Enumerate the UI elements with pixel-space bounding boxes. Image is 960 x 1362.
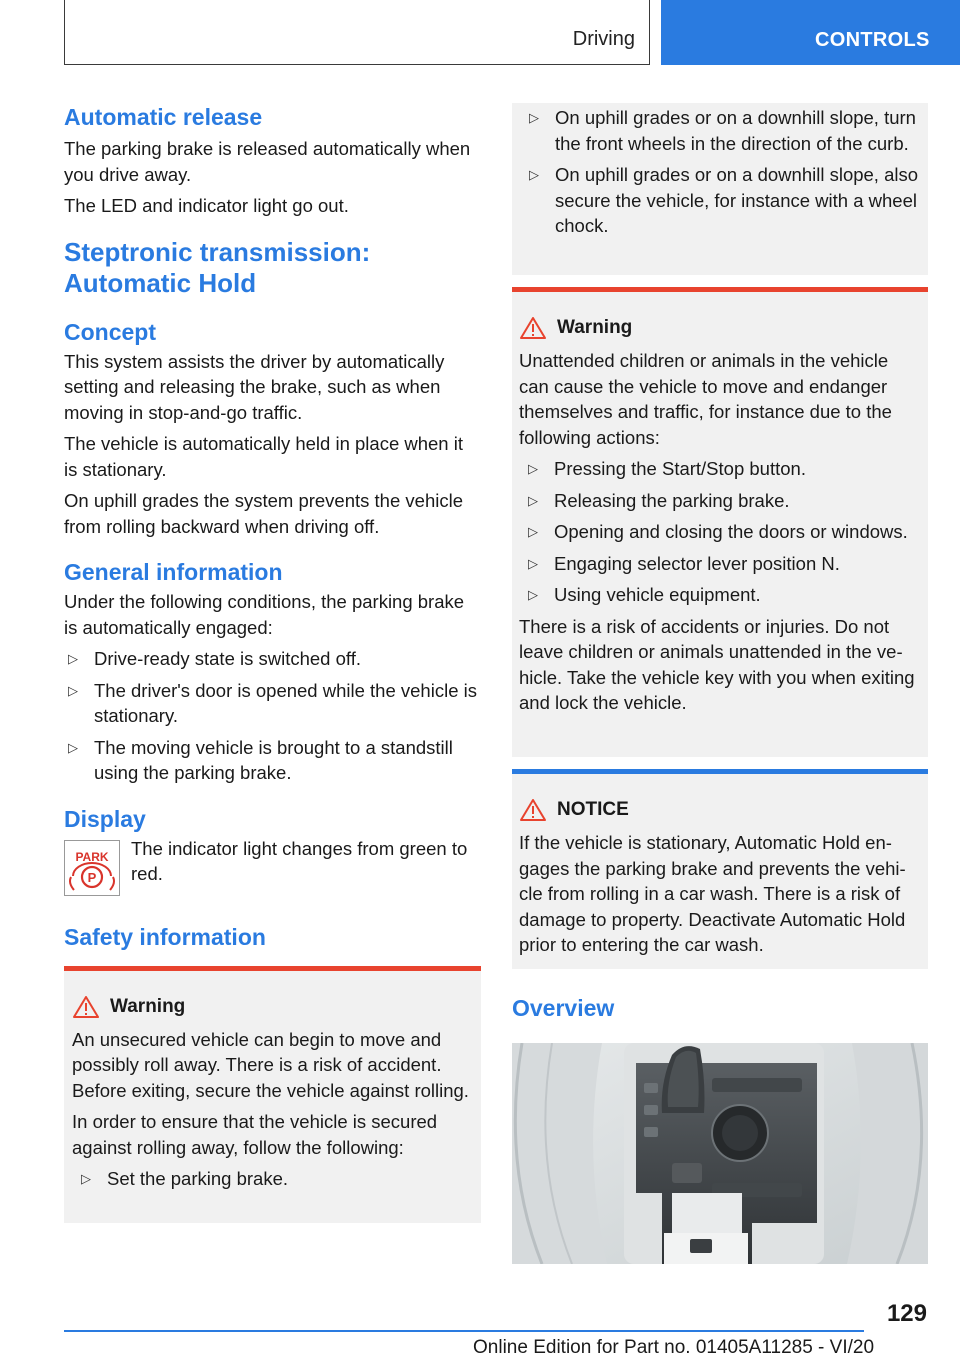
concept-text-1: This system assists the driver by automatically setting and releasing the brake, such as when moving in stop-and-go traffic.: [64, 350, 445, 423]
display-text: The indicator light changes from green to red.: [131, 837, 468, 884]
list-item-text: On uphill grades or on a downhill slope, also secure the vehicle, for instance with a wheel chock.: [555, 164, 919, 236]
svg-text:P: P: [87, 869, 97, 885]
list-item: [525, 162, 920, 239]
triangle-bullet-icon: ▷: [529, 110, 539, 125]
notice-box: [512, 769, 928, 969]
triangle-bullet-icon: ▷: [528, 492, 538, 508]
list-item: [524, 551, 922, 577]
warning-text-2: In order to ensure that the vehicle is secured against rolling away, follow the following:: [72, 1111, 438, 1158]
warning-text-1: An unsecured vehicle can begin to move and possibly roll away. There is a risk of accident. Before exiting, secure the vehicle against rolling.: [72, 1028, 469, 1101]
overview-heading: Overview: [512, 995, 615, 1021]
general-info-text: Under the following conditions, the parking brake is automatically engaged:: [64, 591, 465, 638]
list-item-text: The driver's door is opened while the vehicle is stationary.: [94, 679, 477, 726]
list-item-text: Using vehicle equipment.: [554, 584, 761, 605]
warning-continued-list: [525, 105, 920, 239]
warning-list: [519, 456, 922, 608]
footer-divider: [64, 1330, 864, 1332]
auto-release-heading: Automatic release: [64, 104, 263, 130]
steptronic-heading-line-1: Steptronic transmission:: [64, 236, 371, 267]
gear-selector-photo: [512, 1043, 928, 1264]
general-info-list: [64, 646, 481, 786]
park-indicator-icon: [64, 840, 120, 896]
list-item: [524, 519, 922, 545]
notice-title: [519, 798, 922, 822]
triangle-bullet-icon: ▷: [68, 651, 78, 666]
steptronic-heading-line-2: Automatic Hold: [64, 267, 257, 298]
triangle-bullet-icon: ▷: [528, 587, 538, 602]
triangle-bullet-icon: ▷: [529, 167, 539, 182]
list-item: [77, 1166, 473, 1192]
safety-info-heading: Safety information: [64, 923, 266, 950]
steptronic-heading: [64, 237, 481, 299]
concept-text-3: On uphill grades the system prevents the vehicle from rolling backward when driving off.: [64, 490, 463, 537]
page-number: 129: [886, 1300, 927, 1327]
list-item-text: Opening and closing the doors or windows.: [554, 521, 908, 542]
triangle-bullet-icon: ▷: [81, 1171, 91, 1186]
warning-title-text: Warning: [110, 995, 186, 1017]
left-column: [64, 100, 481, 1223]
list-item: [525, 105, 920, 156]
warning-box-1-continued: [512, 103, 928, 275]
list-item: [64, 678, 481, 729]
right-column: [512, 103, 928, 1023]
display-row: [64, 836, 481, 914]
warning-title: [72, 995, 473, 1019]
footer-edition: Online Edition for Part no. 01405A11285 - VI/20: [473, 1337, 875, 1358]
warning-list: [72, 1166, 473, 1192]
park-icon-label: PARK: [75, 849, 109, 864]
concept-heading: Concept: [64, 318, 156, 345]
warning-title-text: Warning: [557, 317, 633, 338]
concept-text-2: The vehicle is automatically held in place when it is stationary.: [64, 433, 463, 480]
notice-text: If the vehicle is stationary, Automatic Hold engages the parking brake and prevents the vehicle from rolling in a car wash. There is a risk of damage to property. Deactivate Automatic Hold prior to entering the car wash.: [519, 832, 906, 955]
list-item-text: Engaging selector lever position N.: [554, 552, 840, 574]
notice-title-text: NOTICE: [557, 799, 629, 820]
list-item: [64, 735, 481, 786]
auto-release-text-1: The parking brake is released automatically when you drive away.: [64, 138, 471, 185]
list-item: [524, 582, 922, 608]
warning-title: [519, 316, 922, 340]
triangle-bullet-icon: ▷: [528, 461, 538, 476]
header-box: [64, 0, 650, 65]
warning-box-1: [64, 966, 481, 1223]
warning-triangle-icon: [519, 316, 547, 340]
warning-box-2: [512, 287, 928, 757]
list-item: [524, 488, 922, 514]
notice-triangle-icon: [519, 798, 547, 822]
general-info-heading: General information: [64, 559, 283, 585]
header-section: Driving: [572, 28, 635, 50]
list-item-text: Releasing the parking brake.: [554, 489, 790, 511]
list-item: [64, 646, 481, 672]
auto-release-text-2: The LED and indicator light go out.: [64, 195, 349, 216]
triangle-bullet-icon: ▷: [68, 682, 78, 698]
list-item-text: Set the parking brake.: [107, 1168, 288, 1189]
display-heading: Display: [64, 805, 146, 832]
triangle-bullet-icon: ▷: [528, 524, 538, 539]
header-chapter-tab[interactable]: CONTROLS: [661, 0, 960, 65]
list-item-text: The moving vehicle is brought to a standstill using the parking brake.: [94, 736, 453, 783]
list-item-text: Drive-ready state is switched off.: [94, 648, 361, 669]
list-item-text: Pressing the Start/Stop button.: [554, 458, 806, 479]
warning-text-1: Unattended children or animals in the vehicle can cause the vehicle to move and endanger themselves and traffic, for instance due to the following actions:: [519, 350, 892, 448]
list-item: [524, 456, 922, 482]
list-item-text: On uphill grades or on a downhill slope, turn the front wheels in the direction of the curb.: [555, 107, 916, 154]
warning-triangle-icon: [72, 995, 100, 1019]
warning-text-2: There is a risk of accidents or injuries. Do not leave children or animals unattended in the vehicle. Take the vehicle key with you when exiting and lock the vehicle.: [519, 615, 915, 713]
triangle-bullet-icon: ▷: [68, 739, 78, 755]
triangle-bullet-icon: ▷: [528, 555, 538, 571]
